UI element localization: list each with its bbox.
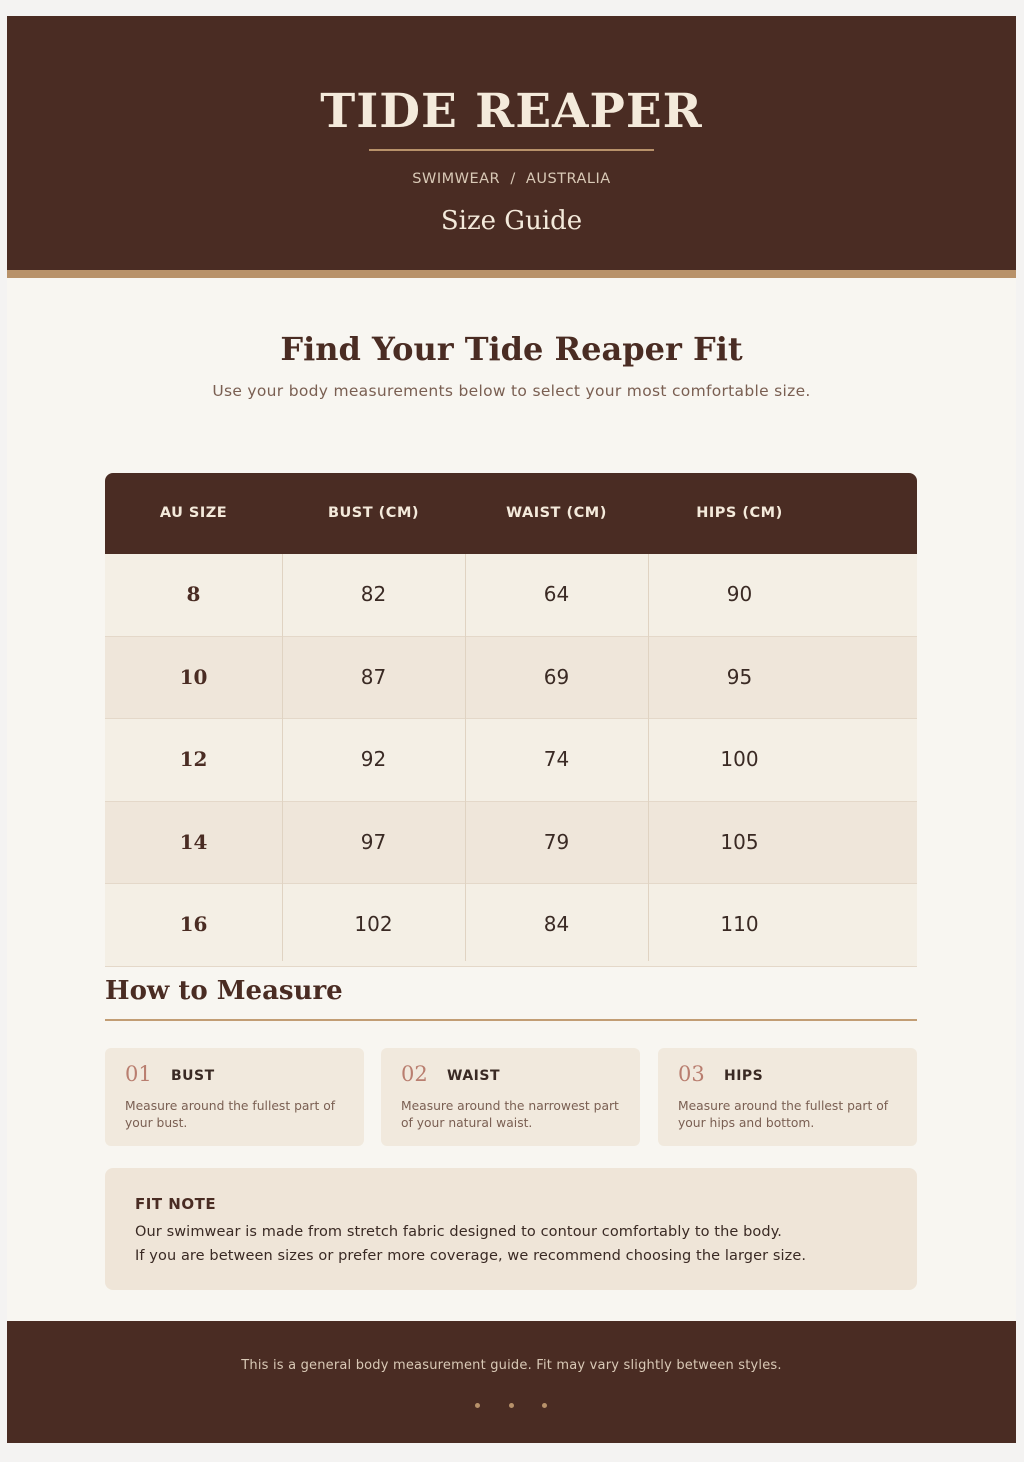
- how-to-measure-title: How to Measure: [105, 976, 343, 1006]
- cell-size: 8: [186, 582, 201, 606]
- column-header-waist: WAIST (CM): [506, 505, 607, 521]
- header: [7, 16, 1016, 278]
- step-label: BUST: [171, 1068, 215, 1084]
- step-number: 02: [401, 1062, 428, 1086]
- footer-disclaimer: This is a general body measurement guide. Fit may vary slightly between styles.: [241, 1358, 782, 1373]
- cell-waist: 64: [543, 582, 570, 606]
- cell-waist: 79: [543, 829, 570, 854]
- cell-size: 10: [179, 664, 208, 689]
- measure-card-bust: [105, 1048, 364, 1146]
- decorative-dot: [475, 1403, 480, 1408]
- cell-size: 16: [179, 912, 208, 936]
- cell-bust: 82: [360, 582, 387, 606]
- cell-hips: 100: [720, 747, 759, 771]
- page-subtitle: Use your body measurements below to select your most comfortable size.: [212, 382, 811, 400]
- cell-size: 12: [179, 747, 208, 771]
- column-header-bust: BUST (CM): [327, 505, 420, 521]
- fit-note: [105, 1168, 917, 1290]
- cell-hips: 110: [720, 912, 759, 936]
- measure-card-hips: [658, 1048, 917, 1146]
- page-title: Find Your Tide Reaper Fit: [280, 330, 743, 368]
- column-divider: [282, 554, 283, 961]
- cell-bust: 97: [360, 829, 387, 854]
- table-header: [105, 473, 917, 554]
- cell-waist: 69: [543, 664, 570, 689]
- column-divider: [465, 554, 466, 961]
- step-number: 01: [125, 1062, 152, 1086]
- size-table: [105, 473, 917, 967]
- brand-name: TIDE REAPER: [320, 84, 703, 139]
- decorative-dot: [509, 1403, 514, 1408]
- step-label: WAIST: [447, 1068, 500, 1084]
- table-row: [105, 884, 917, 967]
- column-header-hips: HIPS (CM): [696, 505, 783, 521]
- cell-bust: 87: [360, 664, 387, 689]
- section-divider: [105, 1019, 917, 1021]
- cell-waist: 74: [543, 747, 570, 771]
- fit-note-title: FIT NOTE: [135, 1195, 217, 1213]
- cell-hips: 105: [720, 829, 759, 854]
- table-row: [105, 554, 917, 637]
- size-guide-page: [7, 16, 1016, 1443]
- decorative-dot: [542, 1403, 547, 1408]
- brand-tagline: SWIMWEAR / AUSTRALIA: [412, 171, 611, 187]
- column-divider: [648, 554, 649, 961]
- brand-divider: [369, 149, 654, 151]
- fit-note-line: If you are between sizes or prefer more coverage, we recommend choosing the larger size.: [135, 1248, 807, 1264]
- table-row: [105, 719, 917, 802]
- cell-bust: 92: [360, 747, 387, 771]
- cell-hips: 95: [726, 664, 753, 689]
- table-row: [105, 802, 917, 885]
- step-description: Measure around the fullest part of your bust.: [125, 1099, 336, 1130]
- cell-waist: 84: [543, 912, 570, 936]
- cell-hips: 90: [726, 582, 753, 606]
- cell-size: 14: [179, 829, 208, 854]
- step-label: HIPS: [724, 1068, 764, 1084]
- footer: [7, 1321, 1016, 1443]
- fit-note-line: Our swimwear is made from stretch fabric designed to contour comfortably to the body.: [135, 1224, 783, 1240]
- guide-title: Size Guide: [440, 206, 583, 236]
- cell-bust: 102: [354, 912, 393, 936]
- column-header-au-size: AU SIZE: [159, 505, 228, 521]
- table-row: [105, 637, 917, 720]
- step-description: Measure around the narrowest part of your natural waist.: [401, 1099, 619, 1130]
- step-description: Measure around the fullest part of your hips and bottom.: [678, 1099, 889, 1130]
- step-number: 03: [678, 1062, 705, 1086]
- measure-card-waist: [381, 1048, 640, 1146]
